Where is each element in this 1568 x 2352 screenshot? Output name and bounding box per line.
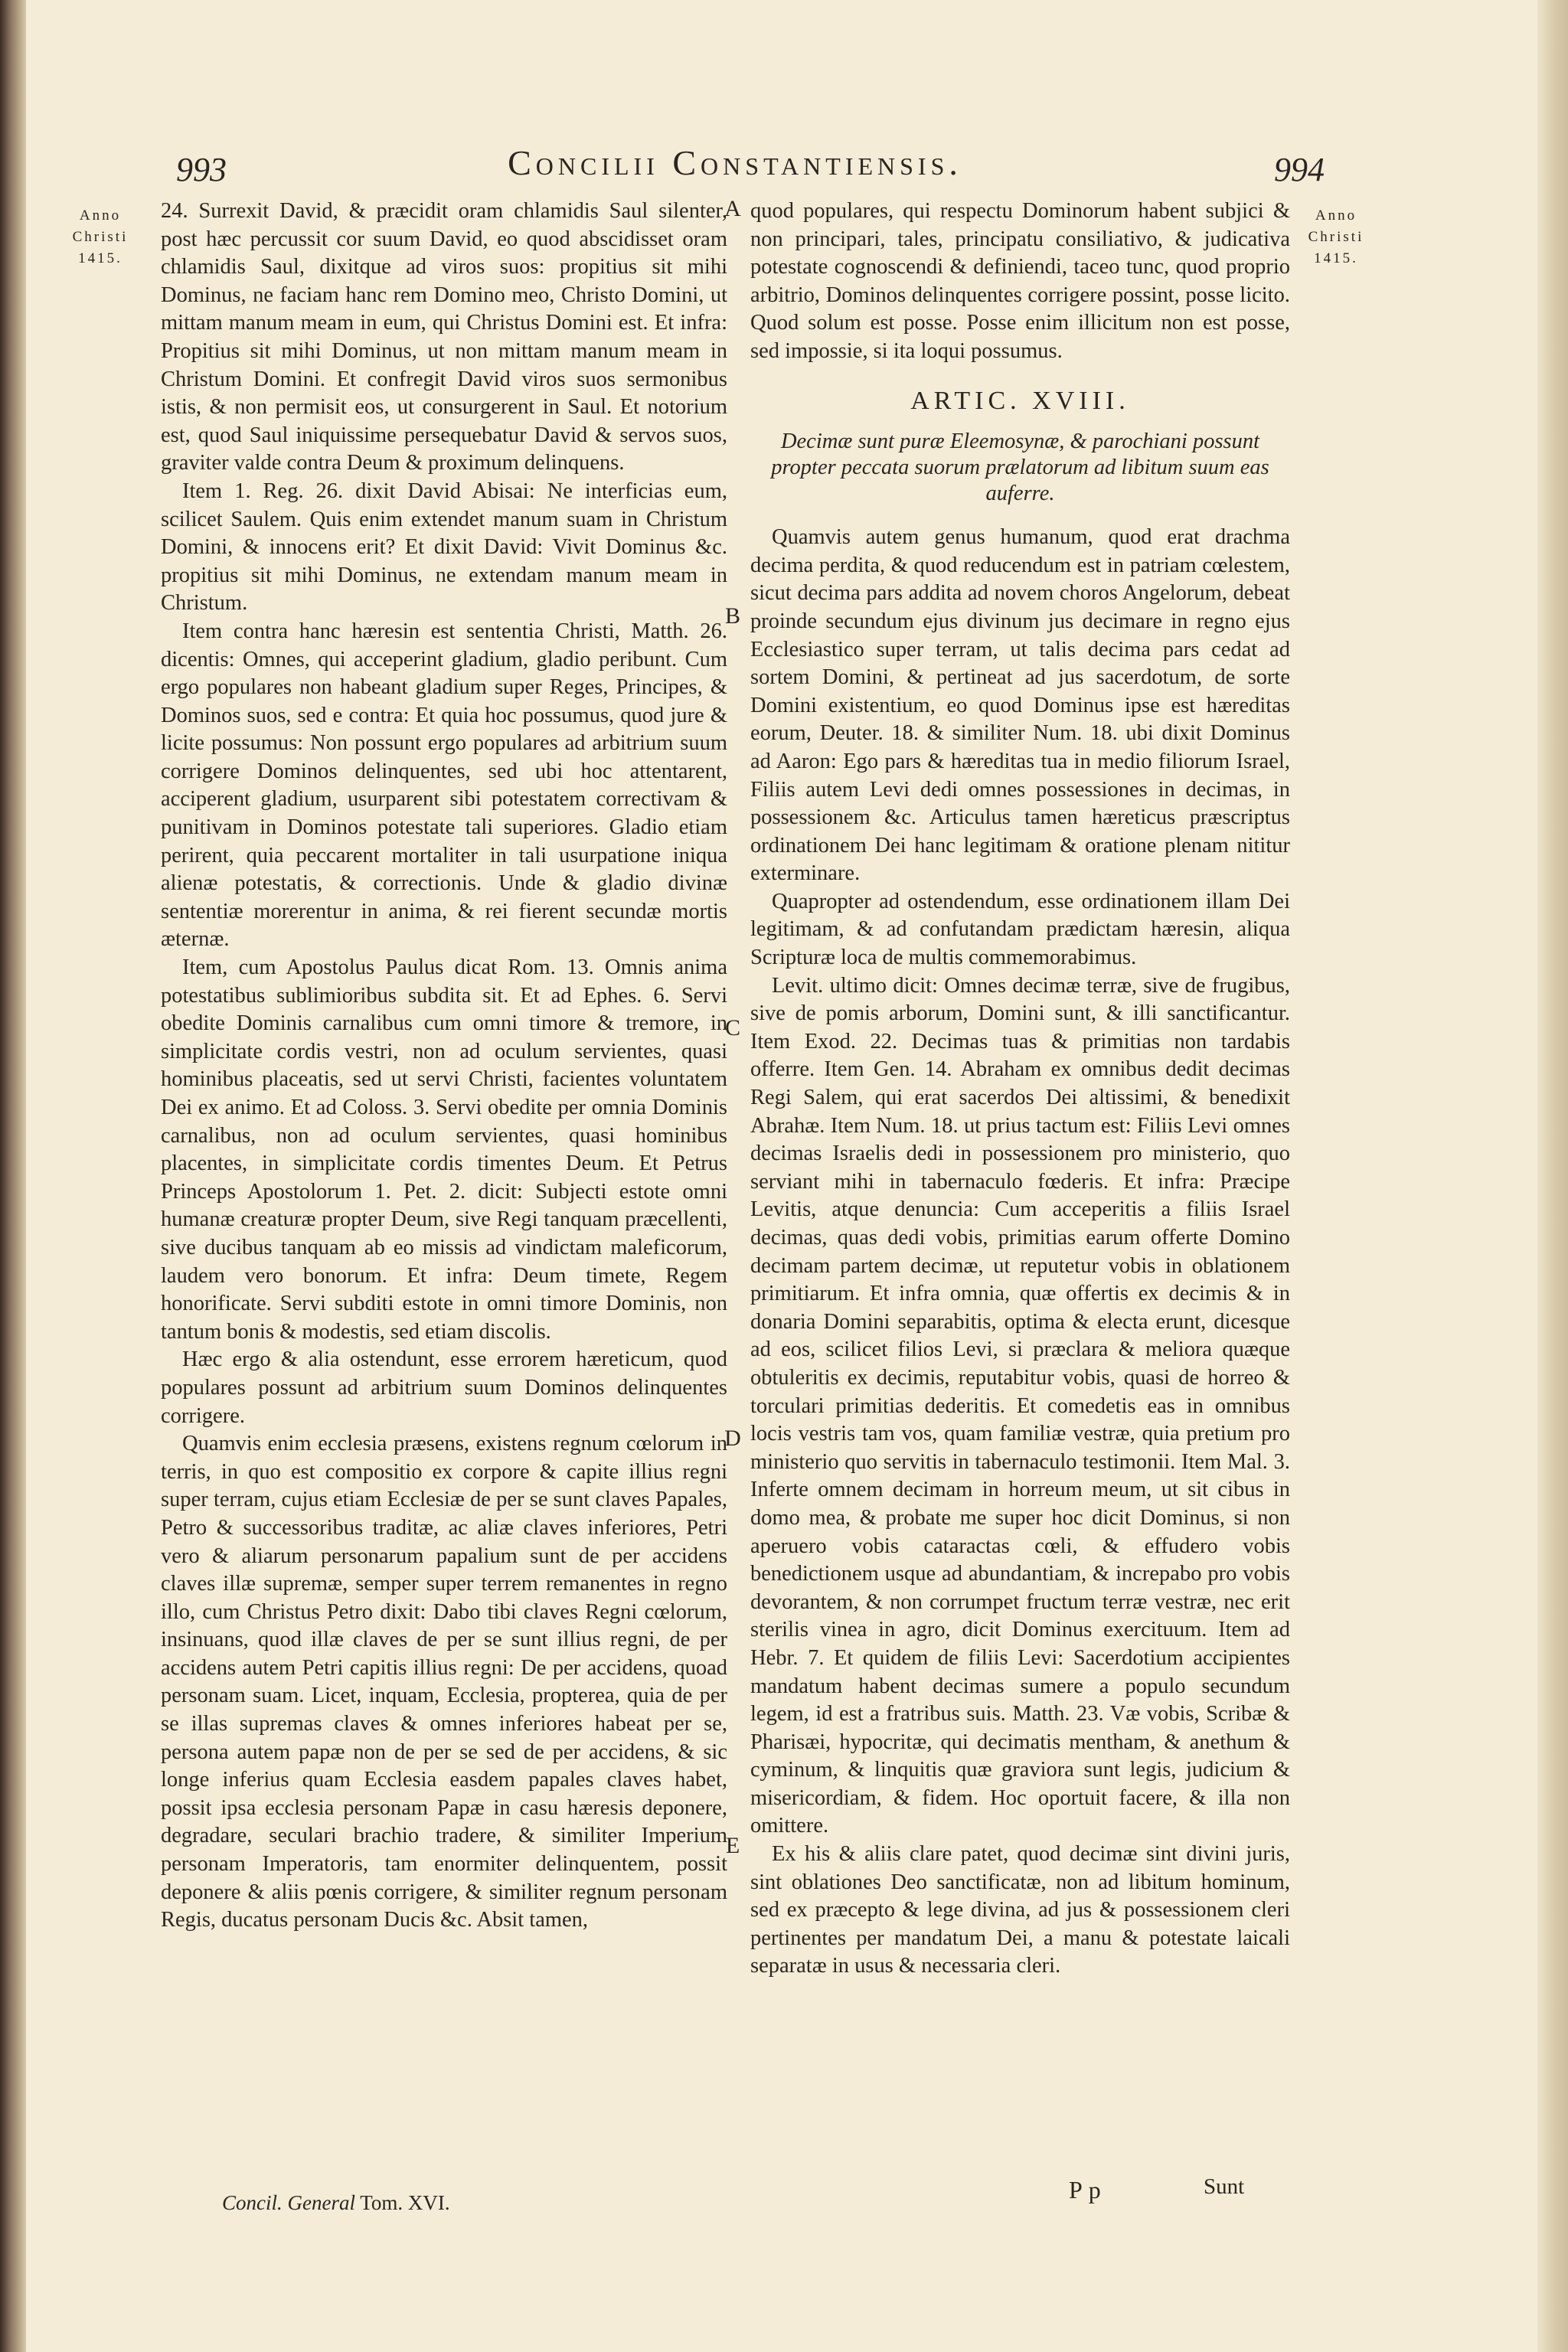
right-column	[750, 198, 1290, 1981]
section-letter-b: B	[724, 603, 740, 629]
page-number-left: 993	[176, 151, 227, 188]
paragraph: Quapropter ad ostendendum, esse ordinationem illam Dei legitimam, & ad confutandam prædictam hæresin, aliqua Scripturæ loca de multis commemorabimus.	[750, 889, 1290, 970]
book-binding-shadow	[0, 0, 26, 2352]
paragraph: Quamvis enim ecclesia præsens, existens regnum cœlorum in terris, in quo est compositio ex corpore & capite illius regni super terram, cujus etiam Ecclesiæ de per se sunt claves Papales, Petro & successoribus traditæ, ac aliæ claves inferiores, Petri vero & aliarum personarum papalium sunt de per accidens claves illæ supremæ, semper super terrem remanentes in regno illo, cum Christus Petro dixit: Dabo tibi claves Regni cœlorum, insinuans, quod illæ claves de per se sunt illius regni, de per accidens autem Petri capitis illius regni: De per accidens, quoad personam suam. Licet, inquam, Ecclesia, propterea, quia de per se illas supremas claves & omnes inferiores habeat per se, persona autem papæ non de per se sed de per accidens, & sic longe inferius quam Ecclesia easdem papales claves habet, possit ipsa ecclesia personam Papæ in casu hæresis deponere, degradare, seculari brachio tradere, & similiter Imperium personam Imperatoris, tam enormiter delinquentem, possit deponere & aliis pœnis corrigere, & similiter regnum personam Regis, ducatus personam Ducis &c. Absit tamen,	[161, 1432, 727, 1932]
side-note-line: Christi	[72, 229, 129, 245]
paragraph: Hæc ergo & alia ostendunt, esse errorem hæreticum, quod populares possunt ad arbitrium suum Dominos delinquentes corrigere.	[161, 1348, 727, 1428]
page-header	[161, 136, 1325, 190]
page-edge	[1537, 0, 1568, 2352]
paragraph: Item, cum Apostolus Paulus dicat Rom. 13. Omnis anima potestatibus sublimioribus subdita sit. Et ad Ephes. 6. Servi obedite Dominis carnalibus cum omni timore & tremore, in simplicitate cordis vestri, non ad oculum servientes, quasi hominibus placeatis, sed ut servi Christi, facientes voluntatem Dei ex animo. Et ad Coloss. 3. Servi obedite per omnia Dominis carnalibus, non ad oculum servientes, quasi hominibus placentes, in simplicitate cordis timentes Deum. Et Petrus Princeps Apostolorum 1. Pet. 2. dicit: Subjecti estote omni humanæ creaturæ propter Deum, sive Regi tanquam præcellenti, sive ducibus tanquam ab eo missis ad vindictam maleficorum, laudem vero bonorum. Et infra: Deum timete, Regem honorificate. Servi subditi estote in omni timore Dominis, non tantum bonis & modestis, sed etiam discolis.	[161, 956, 727, 1344]
signature-mark: Pp	[1069, 2176, 1107, 2203]
section-letter-d: D	[724, 1426, 741, 1451]
section-letter-a: A	[724, 196, 741, 221]
footer-volume	[222, 2191, 450, 2215]
footer-tome: Tom. XVI.	[360, 2191, 450, 2214]
side-note-line: Anno	[79, 207, 122, 224]
paragraph: Quamvis autem genus humanum, quod erat drachma decima perdita, & quod reducendum est in patriam cœlestem, sicut decima pars addita ad novem choros Angelorum, debeat proinde secundum ejus divinum jus decimare in regno ejus Ecclesiastico super terram, ut talis decima pars cedat ad sortem Domini, & pertineat ad jus sacerdotum, de sorte Domini existentium, eo quod Dominus ipse est hæreditas eorum, Deuter. 18. & similiter Num. 18. ubi dixit Dominus ad Aaron: Ego pars & hæreditas tua in medio filiorum Israel, Filiis autem Levi dedi omnes possessiones in decimas, in possessionem &c. Articulus tamen hæreticus præscriptus ordinationem Dei hanc legitimam & oratione plenam nititur exterminare.	[750, 525, 1290, 886]
article-summary: Decimæ sunt puræ Eleemosynæ, & parochiani possunt propter peccata suorum prælatorum ad libitum suum eas auferre.	[771, 430, 1269, 506]
paragraph: Item 1. Reg. 26. dixit David Abisai: Ne interficias eum, scilicet Saulem. Quis enim extendet manum suam in Christum Domini, & innocens erit? Et dixit David: Vivit Dominus &c. propitius sit mihi Dominus, ne extendam manum meam in Christum.	[161, 479, 727, 616]
left-column	[161, 198, 727, 1935]
running-title: Concilii Constantiensis.	[508, 143, 962, 182]
side-note-line: 1415.	[78, 250, 122, 266]
paragraph: Item contra hanc hæresin est sententia Christi, Matth. 26. dicentis: Omnes, qui acceperint gladium, gladio peribunt. Cum ergo populares non habeant gladium super Reges, Principes, & Dominos suos, sed e contra: Et quia hoc possumus, quod jure & licite possumus: Non possunt ergo populares ad arbitrium suum corrigere Dominos delinquentes, sed ubi hoc attentarent, acciperent gladium, usurparent sibi potestatem correctivam & punitivam in Dominos potestate tali superiores. Gladio etiam perirent, quia peccarent mortaliter in tali usurpatione iniqua alienæ potestatis, & correctionis. Unde & gladio divinæ sententiæ morerentur in anima, & rei fierent secundæ mortis æternæ.	[161, 619, 727, 952]
page-number-right: 994	[1274, 151, 1325, 188]
section-letter-e: E	[725, 1833, 740, 1858]
section-letter-c: C	[724, 1015, 740, 1040]
footer-title: Concil. General	[222, 2191, 355, 2214]
paragraph: quod populares, qui respectu Dominorum habent subjici & non principari, tales, principatu consiliativo, & judicativa potestate cognoscendi & definiendi, taceo tunc, quod proprio arbitrio, Dominos delinquentes corrigere possint, posse licito. Quod solum est posse. Posse enim illicitum non est posse, sed impossie, si ita loqui possumus.	[750, 199, 1290, 363]
side-note-left	[58, 205, 142, 270]
paragraph: 24. Surrexit David, & præcidit oram chlamidis Saul silenter, post hæc percussit cor suum David, eo quod abscidisset oram chlamidis Saul, dixitque ad viros suos: propitius sit mihi Dominus, ne faciam hanc rem Domino meo, Christo Domini, ut mittam manum meam in eum, qui Christus Domini est. Et infra: Propitius sit mihi Dominus, ut non mittam manum meam in Christum Domini. Et confregit David viros suos sermonibus istis, & non permisit eos, ut consurgerent in Saul. Et notorium est, quod Saul iniquissime persequebatur David & servos suos, graviter valde contra Deum & proximum delinquens.	[161, 199, 727, 475]
side-note-line: 1415.	[1314, 250, 1358, 266]
catchword: Sunt	[1204, 2174, 1245, 2199]
side-note-right	[1294, 205, 1378, 270]
side-note-line: Christi	[1308, 229, 1364, 245]
paragraph: Levit. ultimo dicit: Omnes decimæ terræ, sive de frugibus, sive de pomis arborum, Domini sunt, & illi sanctificantur. Item Exod. 22. Decimas tuas & primitias non tardabis offerre. Item Gen. 14. Abraham ex omnibus dedit decimas Regi Salem, qui erat sacerdos Dei altissimi, & benedixit Abrahæ. Item Num. 18. ut prius tactum est: Filiis Levi omnes decimas Israelis dedi in possessionem pro ministerio, quo serviant mihi in tabernaculo fœderis. Et infra: Præcipe Levitis, atque denuncia: Cum acceperitis a filiis Israel decimas, quas dedi vobis, primitias earum offerte Domino decimam partem decimæ, ut reputetur vobis in oblationem primitiarum. Et infra omnia, quæ offertis ex decimis & in donaria Domini separabitis, optima & electa erunt, dicesque ad eos, scilicet filios Levi, si præclara & meliora quæque obtuleritis ex decimis, reputabitur vobis, quasi de horreo & torculari primitias dederitis. Et comedetis eas in omnibus locis vestris tam vos, quam familiæ vestræ, quia pretium pro ministerio quo servitis in tabernaculo testimonii. Item Mal. 3. Inferte omnem decimam in horreum meum, ut sit cibus in domo mea, & probate me super hoc dicit Dominus, si non aperuero vobis cataractas cœli, & effudero vobis benedictionem usque ad abundantiam, & increpabo pro vobis devorantem, & non corrumpet fructum terræ vestræ, nec erit sterilis vinea in agro, dicit Dominus exercituum. Item ad Hebr. 7. Et quidem de filiis Levi: Sacerdotium accipientes mandatum habent decimas sumere a populo secundum legem, id est a fratribus suis. Matth. 23. Væ vobis, Scribæ & Pharisæi, hypocritæ, qui decimatis mentham, & anethum & cyminum, & linquitis quæ graviora sunt legis, judicium & misericordiam, & fidem. Hoc oportuit facere, & illa non omittere.	[750, 973, 1290, 1838]
article-heading: ARTIC. XVIII.	[910, 386, 1130, 415]
side-note-line: Anno	[1315, 207, 1357, 224]
paragraph: Ex his & aliis clare patet, quod decimæ sint divini juris, sint oblationes Deo sanctificatæ, non ad libitum hominum, sed ex præcepto & lege divina, ad jus & possessionem cleri pertinentes per mandatum Dei, a manu & potestate laicali separatæ in usus & necessaria cleri.	[750, 1842, 1290, 1978]
